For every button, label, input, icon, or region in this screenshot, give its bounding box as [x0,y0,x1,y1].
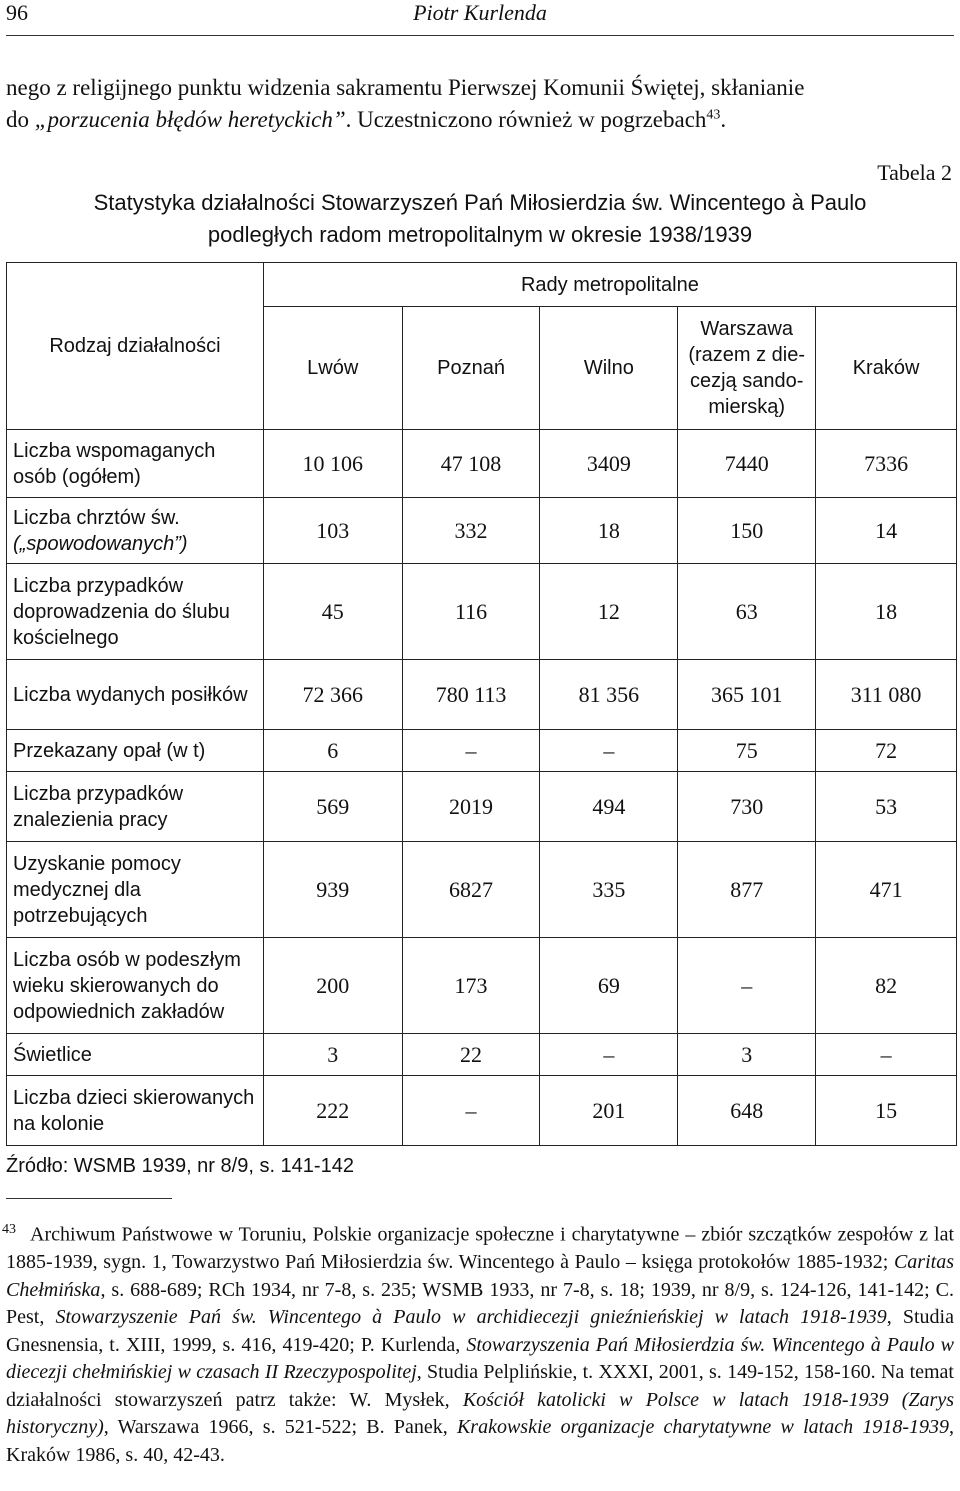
cell-value: 939 [263,842,402,938]
row-label [7,772,264,842]
footnote-text-part: , Studia Pelplińskie, t. XXXI, 2001, s. 149-152, 158-160. Na temat działalności stowarzyszeń patrz także: W. Mysłek, [6,1361,954,1411]
cell-value: 6 [263,730,402,772]
cell-value: 10 106 [263,430,402,498]
cell-value: 648 [678,1076,816,1146]
footnote-text-part: , Warszawa 1966, s. 521-522; B. Panek, [103,1416,457,1439]
row-label-text: Liczba chrztów św. [13,506,180,529]
body-paragraph [6,72,956,136]
table-row [7,564,957,660]
cell-value: 7336 [816,430,957,498]
header-line: mierską) [708,396,786,418]
footnote-text-part: , Studia Gnesnensia, t. XIII, 1999, s. 416, 419-420; P. Kurlenda, [6,1306,954,1356]
row-label-text: Przekazany opał (w t) [13,739,206,762]
row-label [7,564,264,660]
row-label [7,1034,264,1076]
cell-value: 15 [816,1076,957,1146]
table-label: Tabela 2 [877,160,952,185]
cell-value: 72 [816,730,957,772]
header-rule [6,35,954,36]
cell-value: 3409 [540,430,678,498]
cell-value: 311 080 [816,660,957,730]
header-col-krakow: Kraków [816,307,957,430]
cell-value: 12 [540,564,678,660]
cell-value: 45 [263,564,402,660]
table-title-line-1: Statystyka działalności Stowarzyszeń Pań Miłosierdzia św. Wincentego à Paulo [93,190,867,215]
running-head: Piotr Kurlenda [413,0,547,25]
table-row [7,430,957,498]
header-activity: Rodzaj działalności [7,263,264,430]
footnote-text-part: , Kraków 1986, s. 40, 42-43. [6,1416,954,1466]
row-label-text: Liczba wspomaganych osób (ogółem) [13,439,216,488]
cell-value: – [402,730,540,772]
cell-value: 222 [263,1076,402,1146]
cell-value: 201 [540,1076,678,1146]
table-row [7,660,957,730]
cell-value: – [402,1076,540,1146]
table-row [7,772,957,842]
table-row [7,1076,957,1146]
footnote-text [6,1224,954,1466]
header-group: Rady metropolitalne [263,263,956,307]
cell-value: 471 [816,842,957,938]
cell-value: 335 [540,842,678,938]
paragraph-quote: „porzucenia błędów heretyckich” [34,107,346,132]
footnote-title: Stowarzyszenie Pań św. Wincentego à Paulo w archidiecezji gnieźnieńskiej w latach 1918-1939 [55,1306,887,1329]
cell-value: 877 [678,842,816,938]
cell-value: 7440 [678,430,816,498]
cell-value: 173 [402,938,540,1034]
header-col-wilno: Wilno [540,307,678,430]
cell-value: 69 [540,938,678,1034]
row-label [7,730,264,772]
cell-value: 200 [263,938,402,1034]
cell-value: 81 356 [540,660,678,730]
table-title [0,187,960,251]
header-col-warszawa [678,307,816,430]
page-number: 96 [6,0,28,25]
cell-value: 72 366 [263,660,402,730]
paragraph-line-1: nego z religijnego punktu widzenia sakramentu Pierwszej Komunii Świętej, skłanianie [6,75,805,100]
footnote-number: 43 [2,1222,16,1237]
footnote-title: Krakowskie organizacje charytatywne w latach 1918-1939 [456,1416,949,1439]
row-label-text: Liczba przypadków znalezienia pracy [13,782,184,831]
cell-value: 116 [402,564,540,660]
footnote-text-part: Archiwum Państwowe w Toruniu, Polskie organizacje społeczne i charytatywne – zbiór szczątków zespołów z lat 1885-1939, sygn. 1, Towarzystwo Pań Miłosierdzia św. Wincentego à Paulo – księga protokołów 1885-1932; [6,1223,954,1274]
row-label-text: Liczba przypadków doprowadzenia do ślubu kościelnego [13,574,230,649]
table-row [7,938,957,1034]
header-line: (razem z die- [688,344,806,366]
row-label-text: Świetlice [13,1043,92,1066]
cell-value: 47 108 [402,430,540,498]
cell-value: 75 [678,730,816,772]
cell-value: 53 [816,772,957,842]
cell-value: 3 [678,1034,816,1076]
footnote-43 [2,1216,955,1469]
paragraph-text: . [720,107,727,132]
row-label-text: Uzyskanie pomocy medycznej dla potrzebujących [13,852,181,927]
row-label-italic: („spowodowanych”) [13,532,188,555]
paragraph-line-2 [6,104,956,136]
row-label-text: Liczba wydanych posiłków [13,683,248,706]
cell-value: 730 [678,772,816,842]
cell-value: – [678,938,816,1034]
row-label [7,842,264,938]
row-label [7,430,264,498]
statistics-table [6,262,957,1146]
cell-value: 14 [816,498,957,564]
cell-value: 780 113 [402,660,540,730]
cell-value: 18 [540,498,678,564]
row-label [7,660,264,730]
cell-value: – [540,730,678,772]
footnote-text-part: , s. 688-689; RCh 1934, nr 7-8, s. 235; WSMB 1933, nr 7-8, s. 18; 1939, nr 8/9, s. 124-126, 141-142; C. Pest, [6,1278,954,1329]
cell-value: 103 [263,498,402,564]
cell-value: 63 [678,564,816,660]
cell-value: – [540,1034,678,1076]
cell-value: 22 [402,1034,540,1076]
cell-value: 150 [678,498,816,564]
table-row [7,1034,957,1076]
cell-value: 365 101 [678,660,816,730]
cell-value: 6827 [402,842,540,938]
table-row [7,730,957,772]
header-col-poznan: Poznań [402,307,540,430]
cell-value: – [816,1034,957,1076]
table-title-line-2: podległych radom metropolitalnym w okresie 1938/1939 [207,222,753,247]
footnote-rule [6,1198,172,1199]
cell-value: 82 [816,938,957,1034]
header-line: cezją sando- [689,370,804,392]
footnote-ref[interactable]: 43 [706,107,721,123]
row-label [7,938,264,1034]
row-label [7,1076,264,1146]
header-line: Warszawa [700,318,793,340]
table-row [7,498,957,564]
footnote-title: Caritas Chełmińska [6,1251,954,1301]
table-row [7,842,957,938]
footnote-title: Kościół katolicki w Polsce w latach 1918-1939 (Zarys historyczny) [6,1388,954,1439]
footnote-title: Stowarzyszenia Pań Miłosierdzia św. Wincentego à Paulo w diecezji chełmińskiej w czasach II Rzeczypospolitej [6,1333,955,1384]
cell-value: 18 [816,564,957,660]
paragraph-text: do [6,107,35,132]
cell-value: 2019 [402,772,540,842]
row-label [7,498,264,564]
paragraph-text: . Uczestniczono również w pogrzebach [345,107,707,132]
table-source: Źródło: WSMB 1939, nr 8/9, s. 141-142 [6,1155,354,1177]
cell-value: 3 [263,1034,402,1076]
row-label-text: Liczba dzieci skierowanych na kolonie [13,1086,255,1135]
cell-value: 494 [540,772,678,842]
cell-value: 569 [263,772,402,842]
header-col-lwow: Lwów [263,307,402,430]
row-label-text: Liczba osób w podeszłym wieku skierowanych do odpowiednich zakładów [13,948,241,1023]
cell-value: 332 [402,498,540,564]
